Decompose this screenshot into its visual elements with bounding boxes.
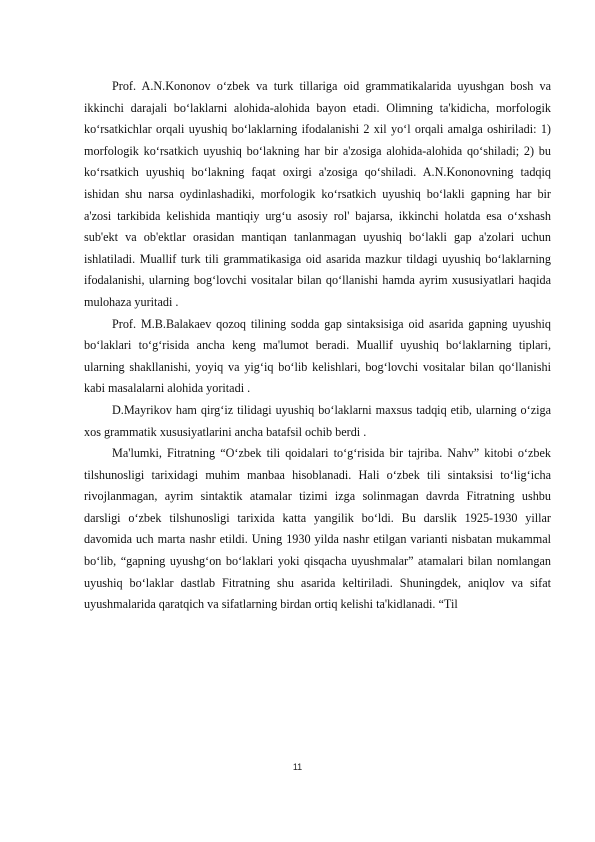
paragraph-fitrat: Ma'lumki, Fitratning “O‘zbek tili qoidalari to‘g‘risida bir tajriba. Nahv” kitobi o‘zbek tilshunosligi tarixidagi muhim manbaa hisoblanadi. Hali o‘zbek tili sintaksisi to‘lig‘icha rivojlanmagan, ayrim sintaktik atamalar tizimi izga solinmagan davrda Fitratning ushbu darsligi o‘zbek tilshunosligi tarixida katta yangilik bo‘ldi. Bu darslik 1925-1930 yillar davomida uch marta nashr etildi. Uning 1930 yilda nashr etilgan varianti nisbatan mukammal bo‘lib, “gapning uyushg‘on bo‘laklari yoki qisqacha uyushmalar” atamalari bilan nomlangan uyushiq bo‘laklar dastlab Fitratning shu asarida keltiriladi. Shuningdek, aniqlov va sifat uyushmalarida qaratqich va sifatlarning birdan ortiq kelishi ta'kidlanadi. “Til [84,446,551,612]
paragraph-mayrikov: D.Mayrikov ham qirg‘iz tilidagi uyushiq bo‘laklarni maxsus tadqiq etib, ularning o‘ziga xos grammatik xususiyatlarini ancha batafsil ochib berdi . [84,402,551,439]
page-number: 11 [292,762,303,772]
paragraph-kononov: Prof. A.N.Kononov o‘zbek va turk tillariga oid grammatikalarida uyushgan bosh va ikkinchi darajali bo‘laklarni alohida-alohida bayon etadi. Olimning ta'kidicha, morfologik ko‘rsatkichlar orqali uyushiq bo‘laklarning ifodalanishi 2 xil yo‘l orqali amalga oshiriladi: 1) morfologik ko‘rsatkich uyushiq bo‘lakning har bir a'zosiga alohida-alohida qo‘shiladi; 2) bu ko‘rsatkich uyushiq bo‘lakning faqat oxirgi a'zosiga qo‘shiladi. A.N.Kononovning tadqiq ishidan shu narsa oydinlashadiki, morfologik ko‘rsatkich uyushiq bo‘lakli gapning har bir a'zosi tarkibida kelishida mantiqiy urg‘u asosiy rol' bajarsa, ikkinchi holatda esa o‘xshash sub'ekt va ob'ektlar orasidan mantiqan tanlanmagan uyushiq bo‘lakli gap a'zolari uchun ishlatiladi. Muallif turk tili grammatikasiga oid asarida mazkur tildagi uyushiq bo‘laklarning ifodalanishi, ularning bog‘lovchi vositalar bilan qo‘llanishi hamda ayrim xususiyatlari haqida mulohaza yuritadi . [84,79,551,309]
body-text [84,76,551,616]
paragraph-balakaev: Prof. M.B.Balakaev qozoq tilining sodda gap sintaksisiga oid asarida gapning uyushiq bo‘laklari to‘g‘risida ancha keng ma'lumot beradi. Muallif uyushiq bo‘laklarning tiplari, ularning shakllanishi, yoyiq va yig‘iq bo‘lib kelishlari, bog‘lovchi vositalar bilan qo‘llanishi kabi masalalarni alohida yoritadi . [84,316,551,396]
